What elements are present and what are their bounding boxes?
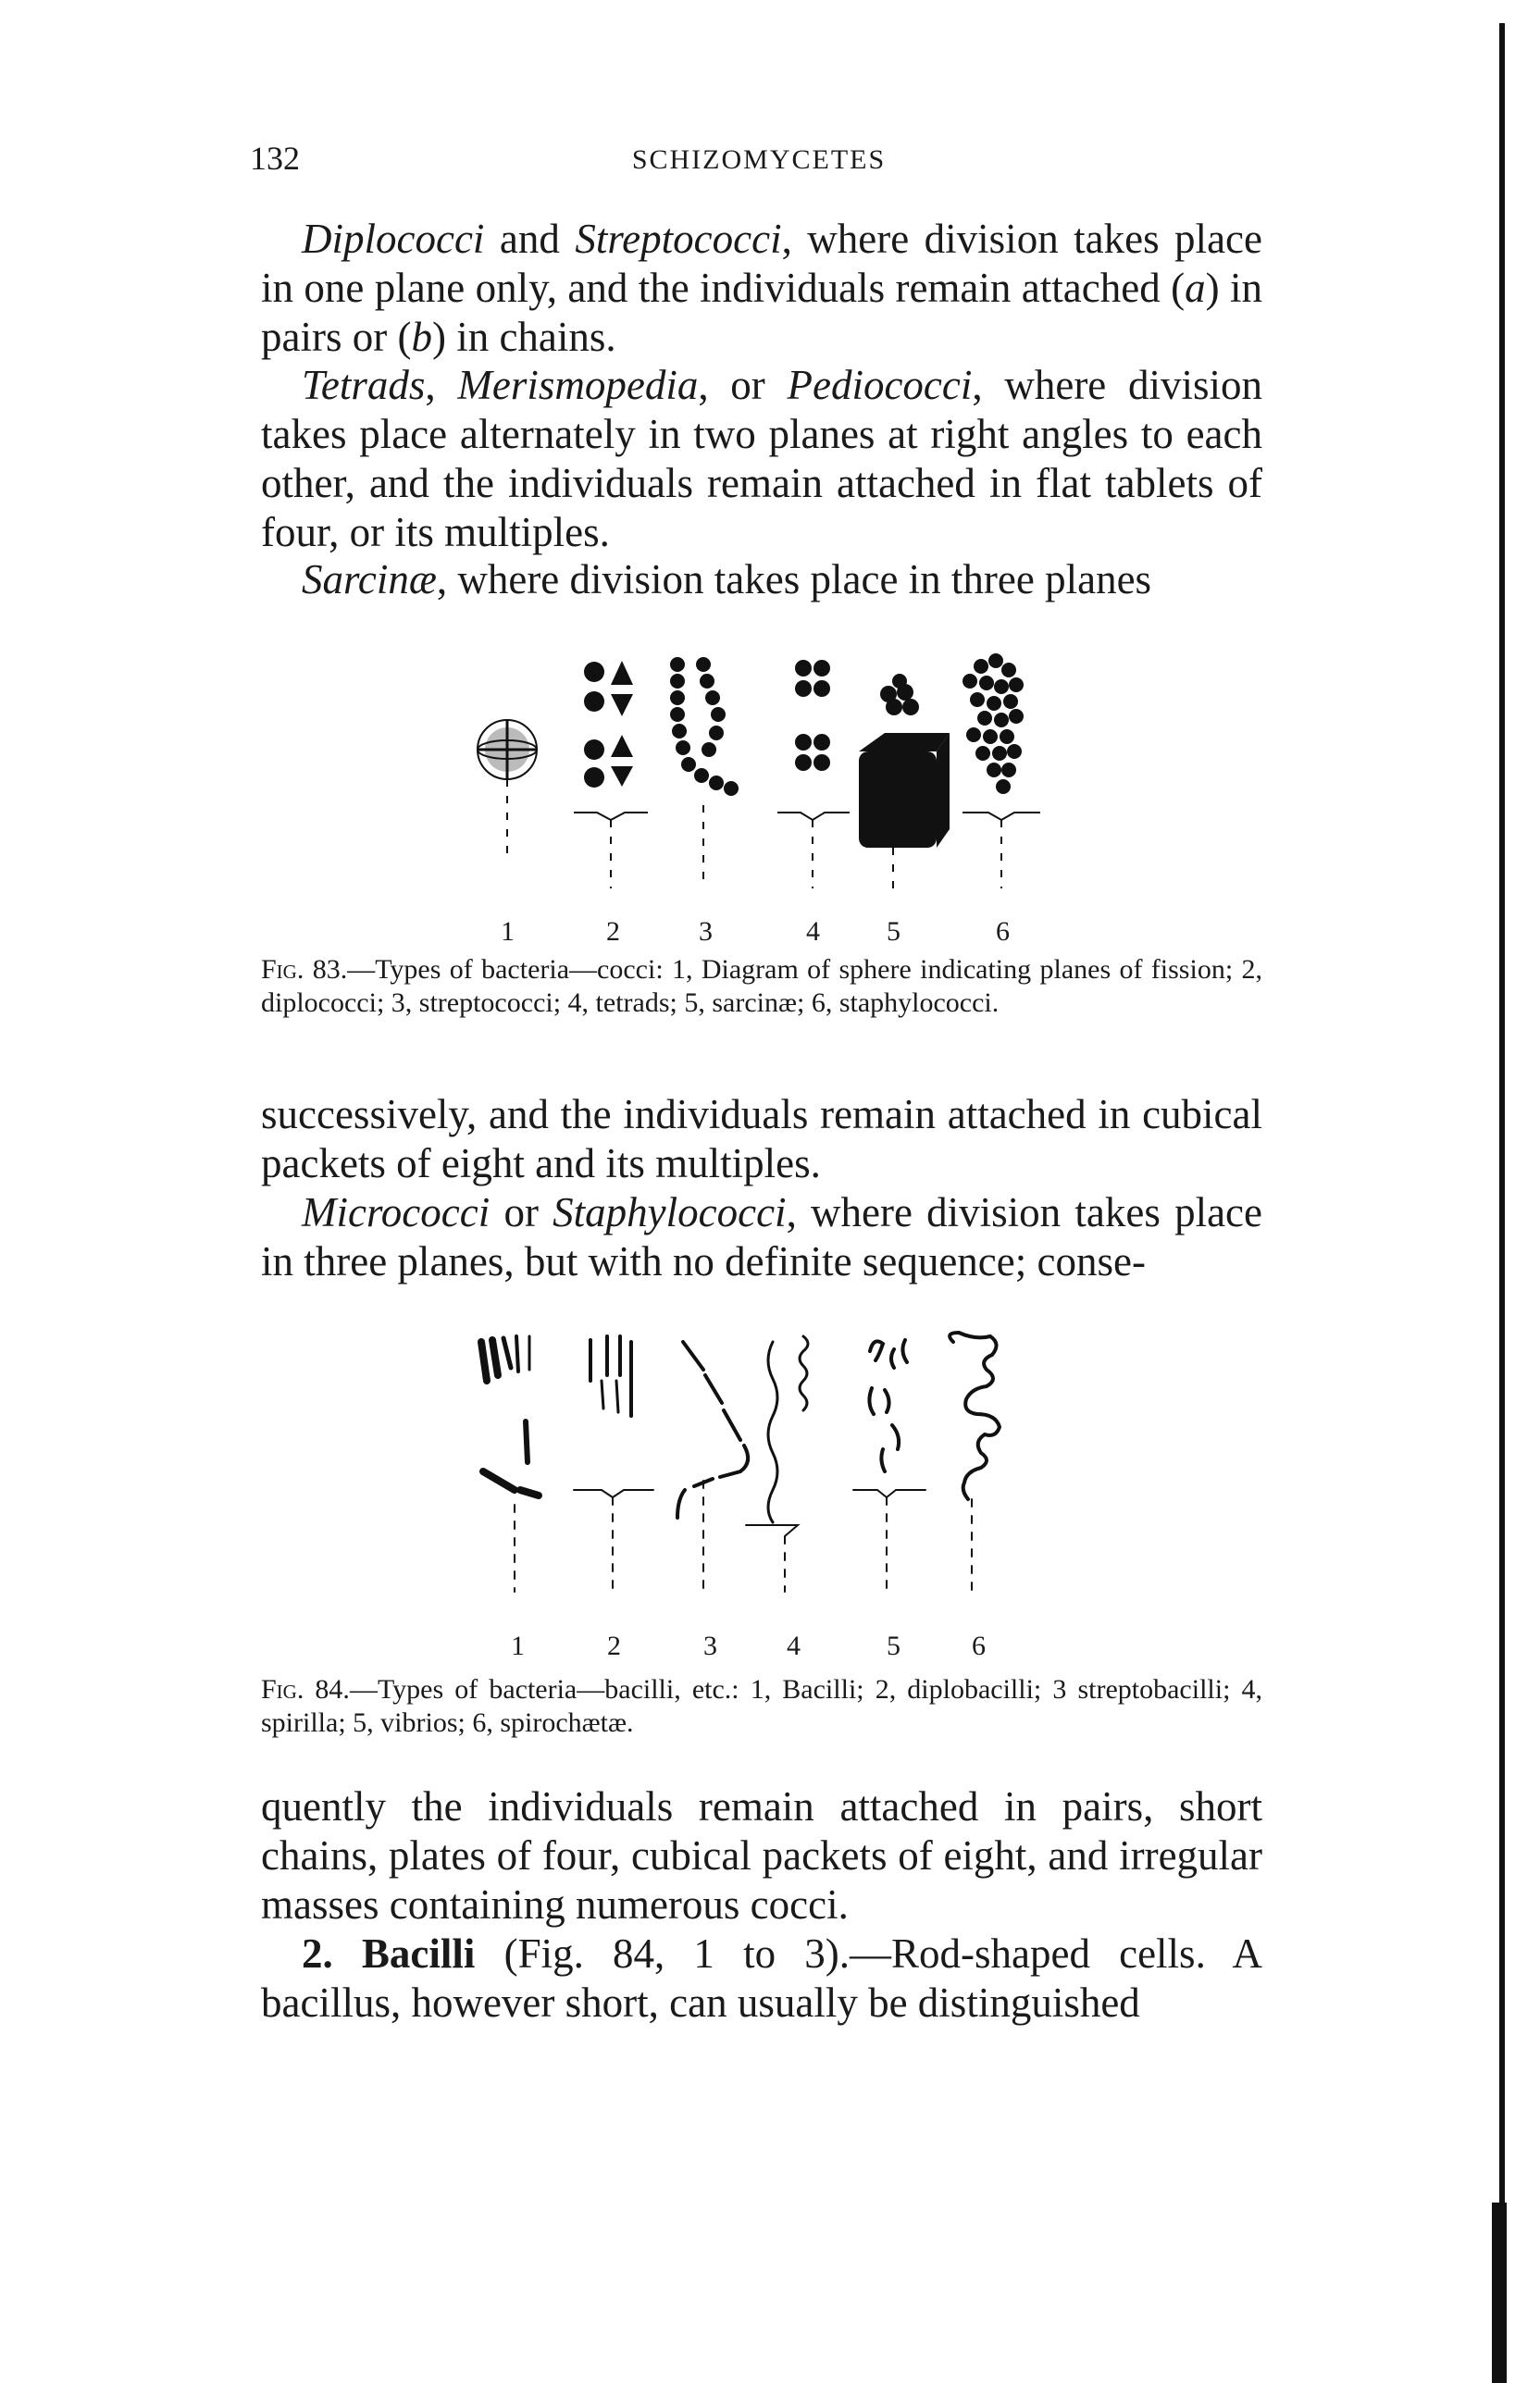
fig83-sphere-diagram [478, 720, 537, 861]
paragraph-tetrads: Tetrads, Merismopedia, or Pediococci, where division takes place alternately in two planes at right angles to each other, and the individuals remain attached in flat tablets of four, or its multiples. [261, 362, 1263, 555]
fig83-diplococci [574, 661, 648, 888]
fig84-diplobacilli [574, 1336, 653, 1592]
figure-84-caption: Fig. 84.—Types of bacteria—bacilli, etc.: 1, Bacilli; 2, diplobacilli; 3 streptobacilli; 4, spirilla; 5, vibrios; 6, spirochætæ. [261, 1674, 1262, 1738]
fig83-number: 6 [996, 916, 1010, 947]
page-header [250, 139, 1268, 185]
figure-83-illustration [435, 648, 1083, 916]
running-title: SCHIZOMYCETES [631, 144, 887, 175]
paragraph-quently: quently the individuals remain attached in pairs, short chains, plates of four, cubical packets of eight, and irregular masses containing numerous cocci. [261, 1783, 1262, 1928]
fig83-number: 4 [806, 916, 820, 947]
page-number: 132 [250, 140, 300, 177]
paragraph-diplococci: Diplococci and Streptococci, where division takes place in one plane only, and the individuals remain attached (a) in pairs or (b) in chains. [261, 216, 1262, 360]
figure-84-illustration [435, 1323, 1083, 1638]
page-edge-shadow [1499, 23, 1505, 2383]
paragraph-bacilli: 2. Bacilli (Fig. 84, 1 to 3).—Rod-shaped cells. A bacillus, however short, can usually be distinguished [261, 1930, 1262, 2026]
paragraph-successively: successively, and the individuals remain attached in cubical packets of eight and its multiples. [261, 1091, 1262, 1186]
page-edge-shadow-bottom [1492, 2203, 1507, 2383]
fig83-tetrads [777, 660, 850, 888]
fig84-number: 4 [787, 1631, 801, 1661]
fig83-number: 1 [501, 916, 515, 947]
fig84-bacilli [481, 1336, 539, 1592]
fig84-number: 1 [511, 1631, 525, 1661]
fig83-streptococci [670, 657, 739, 888]
fig84-number: 3 [703, 1631, 717, 1661]
figure-83-numbers [0, 916, 1540, 953]
fig84-number: 5 [887, 1631, 900, 1661]
fig84-number: 6 [972, 1631, 986, 1661]
fig83-number: 5 [887, 916, 900, 947]
fig83-staphylococci [962, 653, 1040, 888]
fig84-number: 2 [607, 1631, 621, 1661]
fig84-vibrios [853, 1340, 925, 1592]
paragraph-sarcinae: Sarcinæ, where division takes place in three planes [302, 556, 1152, 602]
figure-83-caption: Fig. 83.—Types of bacteria—cocci: 1, Diagram of sphere indicating planes of fission; 2, diplococci; 3, streptococci; 4, tetrads; 5, sarcinæ; 6, staphylococci. [261, 954, 1263, 1018]
fig83-sarcinae [859, 674, 950, 888]
fig84-spirochaetae [950, 1333, 1000, 1592]
fig84-spirilla [746, 1336, 808, 1592]
paragraph-micrococci: Micrococci or Staphylococci, where division takes place in three planes, but with no definite sequence; conse- [261, 1189, 1262, 1285]
fig83-number: 2 [606, 916, 620, 947]
fig83-number: 3 [699, 916, 713, 947]
figure-84-numbers [0, 1631, 1540, 1668]
fig84-streptobacilli [677, 1342, 748, 1592]
